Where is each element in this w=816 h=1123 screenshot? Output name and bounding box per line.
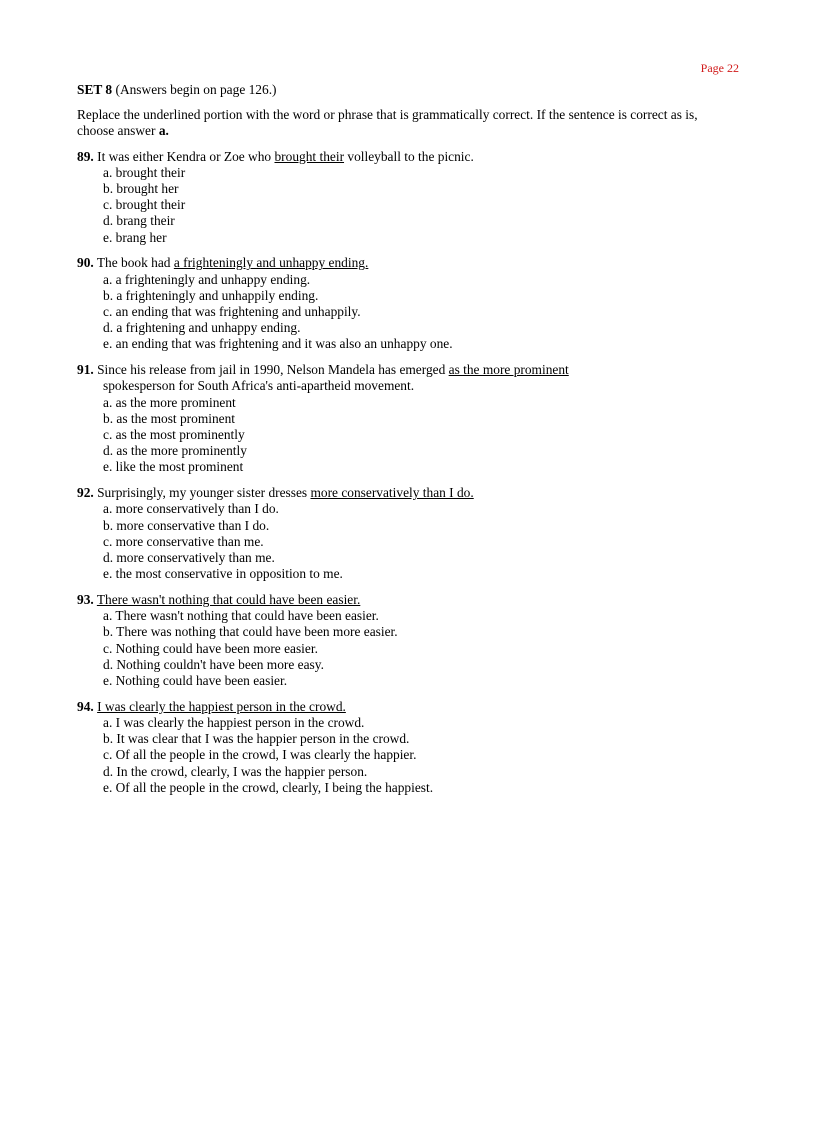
- answer-options: [77, 608, 717, 689]
- stem-after: volleyball to the picnic.: [344, 148, 474, 164]
- option-c: c. as the most prominently: [103, 427, 245, 443]
- option-b: b. There was nothing that could have been more easier.: [103, 624, 398, 640]
- set-heading: [77, 82, 717, 98]
- underlined-portion: I was clearly the happiest person in the crowd.: [97, 698, 346, 714]
- option-d: d. In the crowd, clearly, I was the happier person.: [103, 763, 368, 779]
- underlined-portion: as the more prominent: [448, 362, 569, 378]
- answer-options: [77, 272, 717, 353]
- answer-options: [77, 715, 717, 796]
- question-number: 91.: [77, 362, 94, 378]
- question-number: 93.: [77, 592, 94, 608]
- question-stem: [77, 149, 717, 165]
- option-e: e. like the most prominent: [103, 459, 244, 475]
- question-stem: [77, 362, 717, 378]
- option-a: a. more conservatively than I do.: [103, 501, 279, 517]
- option-e: e. the most conservative in opposition to me.: [103, 566, 343, 582]
- underlined-portion: brought their: [274, 148, 345, 164]
- question-94: [77, 699, 717, 796]
- stem-before: Surprisingly, my younger sister dresses: [97, 485, 311, 501]
- option-a: a. a frighteningly and unhappy ending.: [103, 271, 311, 287]
- question-number: 94.: [77, 698, 94, 714]
- option-c: c. brought their: [103, 197, 186, 213]
- option-e: e. Nothing could have been easier.: [103, 673, 288, 689]
- question-stem: [77, 592, 717, 608]
- option-c: c. Nothing could have been more easier.: [103, 640, 318, 656]
- question-92: [77, 485, 717, 582]
- stem-before: The book had: [96, 255, 174, 271]
- instructions-text: Replace the underlined portion with the word or phrase that is grammatically correct. If the sentence is correct as is, choose answer: [77, 107, 698, 139]
- option-b: b. brought her: [103, 181, 179, 197]
- answer-options: [77, 395, 717, 476]
- question-stem: [77, 699, 717, 715]
- question-stem: [77, 255, 717, 271]
- option-e: e. brang her: [103, 229, 167, 245]
- question-number: 89.: [77, 148, 94, 164]
- option-d: d. brang their: [103, 213, 175, 229]
- option-e: e. an ending that was frightening and it was also an unhappy one.: [103, 336, 453, 352]
- question-89: [77, 149, 717, 246]
- stem-before: Since his release from jail in 1990, Nelson Mandela has emerged: [97, 362, 449, 378]
- question-93: [77, 592, 717, 689]
- question-91: [77, 362, 717, 475]
- question-stem: [77, 485, 717, 501]
- answers-note: (Answers begin on page 126.): [115, 82, 277, 97]
- instructions: [77, 107, 717, 139]
- option-e: e. Of all the people in the crowd, clearly, I being the happiest.: [103, 779, 434, 795]
- option-c: c. Of all the people in the crowd, I was clearly the happier.: [103, 747, 417, 763]
- option-a: a. brought their: [103, 164, 186, 180]
- option-b: b. a frighteningly and unhappily ending.: [103, 287, 319, 303]
- question-number: 90.: [77, 255, 94, 271]
- option-b: b. more conservative than I do.: [103, 517, 270, 533]
- underlined-portion: a frighteningly and unhappy ending.: [173, 255, 369, 271]
- option-b: b. It was clear that I was the happier person in the crowd.: [103, 731, 410, 747]
- option-c: c. an ending that was frightening and unhappily.: [103, 304, 361, 320]
- option-d: d. Nothing couldn't have been more easy.: [103, 656, 324, 672]
- answer-options: [77, 165, 717, 246]
- stem-before: It was either Kendra or Zoe who: [97, 148, 275, 164]
- instructions-answer-letter: a.: [158, 123, 169, 139]
- option-b: b. as the most prominent: [103, 410, 236, 426]
- answer-options: [77, 501, 717, 582]
- page-number: Page 22: [700, 61, 739, 75]
- option-a: a. I was clearly the happiest person in the crowd.: [103, 715, 365, 731]
- underlined-portion: There wasn't nothing that could have been easier.: [96, 592, 361, 608]
- option-d: d. as the more prominently: [103, 443, 247, 459]
- option-d: d. a frightening and unhappy ending.: [103, 320, 301, 336]
- set-title: SET 8: [77, 82, 113, 97]
- stem-continuation: spokesperson for South Africa's anti-apartheid movement.: [103, 378, 415, 394]
- option-d: d. more conservatively than me.: [103, 550, 275, 566]
- option-a: a. as the more prominent: [103, 394, 236, 410]
- option-a: a. There wasn't nothing that could have been easier.: [103, 608, 379, 624]
- question-number: 92.: [77, 485, 94, 501]
- question-90: [77, 255, 717, 352]
- underlined-portion: more conservatively than I do.: [310, 485, 474, 501]
- option-c: c. more conservative than me.: [103, 533, 264, 549]
- worksheet-content: [77, 82, 717, 806]
